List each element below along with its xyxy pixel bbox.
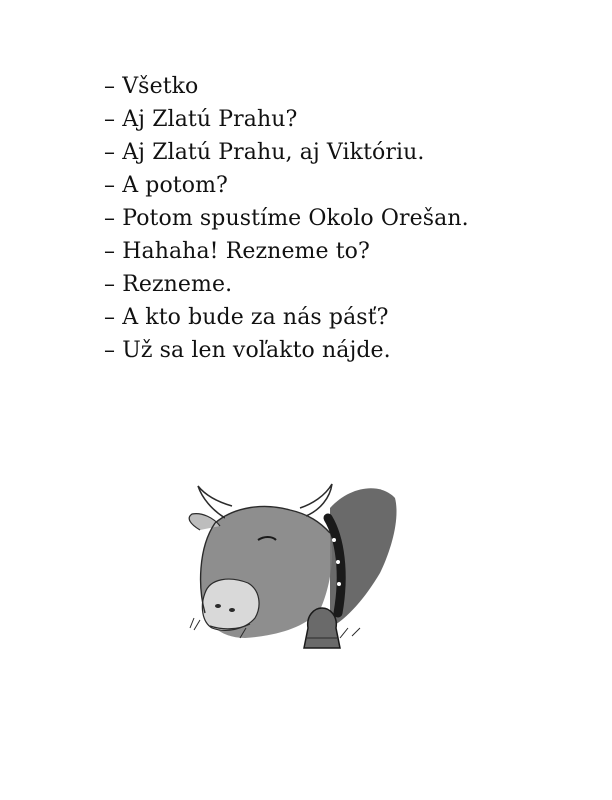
dialogue-line: – Všetko [104, 74, 199, 99]
dialogue-line: – Hahaha! Rezneme to? [104, 239, 370, 264]
cow-head-with-bell-icon [180, 478, 400, 668]
cow-muzzle [202, 579, 259, 630]
cow-nostril [229, 608, 235, 612]
cow-nostril [215, 604, 221, 608]
dialogue-line: – Aj Zlatú Prahu, aj Viktóriu. [104, 140, 425, 165]
collar-stud [336, 560, 340, 564]
dialogue-text [104, 70, 469, 367]
cow-horn-left [198, 486, 232, 518]
dialogue-line: – Rezneme. [104, 272, 233, 297]
dialogue-line: – A potom? [104, 173, 228, 198]
cow-horn-right [300, 484, 332, 516]
dialogue-line: – Už sa len voľakto nájde. [104, 338, 391, 363]
dialogue-line: – Potom spustíme Okolo Orešan. [104, 206, 469, 231]
dialogue-line: – A kto bude za nás pásť? [104, 305, 389, 330]
collar-stud [337, 582, 341, 586]
dialogue-line: – Aj Zlatú Prahu? [104, 107, 298, 132]
collar-stud [332, 538, 336, 542]
